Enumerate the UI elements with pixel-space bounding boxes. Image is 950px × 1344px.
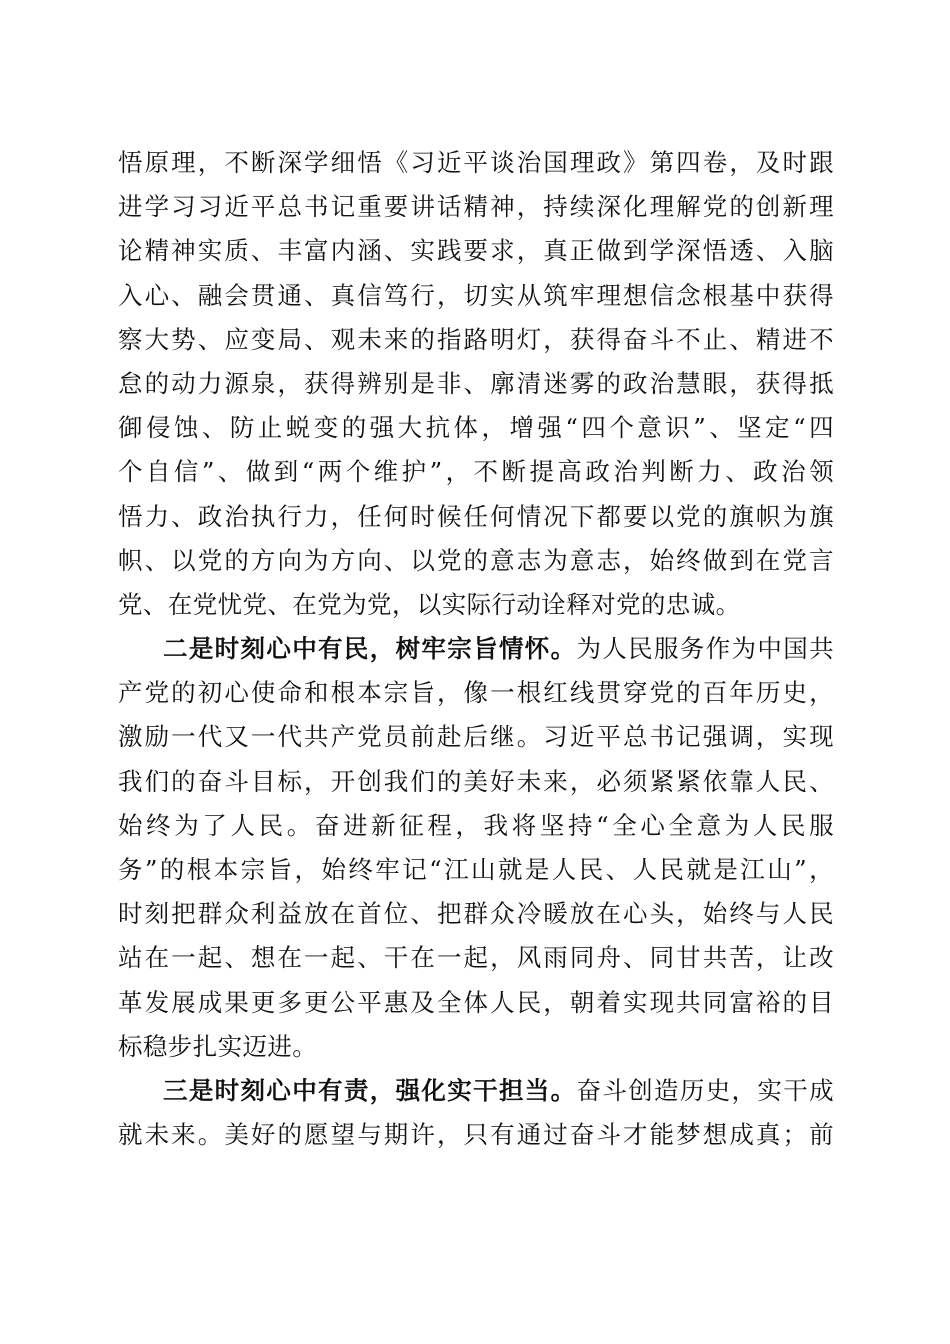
paragraph-first-line	[118, 1069, 834, 1113]
text-line: 怠的动力源泉，获得辨别是非、廓清迷雾的政治慧眼，获得抵	[118, 368, 834, 398]
text-line: 激励一代又一代共产党员前赴后继。习近平总书记强调，实现	[118, 722, 834, 752]
paragraph-heading: 三是时刻心中有责，强化实干担当。	[163, 1075, 577, 1105]
text-line: 站在一起、想在一起、干在一起，风雨同舟、同甘共苦，让改	[118, 943, 834, 973]
text-line: 帜、以党的方向为方向、以党的意志为意志，始终做到在党言	[118, 545, 834, 575]
paragraph-3	[118, 1069, 834, 1157]
text-line: 悟力、政治执行力，任何时候任何情况下都要以党的旗帜为旗	[118, 501, 834, 531]
text-line: 入心、融会贯通、真信笃行，切实从筑牢理想信念根基中获得	[118, 280, 834, 310]
text-line: 悟原理，不断深学细悟《习近平谈治国理政》第四卷，及时跟	[118, 148, 834, 177]
text-line: 论精神实质、丰富内涵、实践要求，真正做到学深悟透、入脑	[118, 236, 834, 266]
text-line: 个自信”、做到“两个维护”，不断提高政治判断力、政治领	[118, 457, 834, 487]
text-line: 标稳步扎实迈进。	[118, 1031, 318, 1061]
paragraph-heading: 二是时刻心中有民，树牢宗旨情怀。	[163, 634, 577, 664]
text-line: 时刻把群众利益放在首位、把群众冷暖放在心头，始终与人民	[118, 899, 834, 929]
paragraph-first-line	[118, 627, 834, 671]
document-body	[118, 141, 834, 1157]
paragraph-2	[118, 627, 834, 1069]
text-line: 始终为了人民。奋进新征程，我将坚持“全心全意为人民服	[118, 810, 834, 840]
text-line: 就未来。美好的愿望与期许，只有通过奋斗才能梦想成真；前	[118, 1120, 834, 1150]
text-line: 我们的奋斗目标，开创我们的美好未来，必须紧紧依靠人民、	[118, 766, 834, 796]
text-line: 进学习习近平总书记重要讲话精神，持续深化理解党的创新理	[118, 192, 834, 222]
text-line: 革发展成果更多更公平惠及全体人民，朝着实现共同富裕的目	[118, 987, 834, 1017]
text-line: 御侵蚀、防止蜕变的强大抗体，增强“四个意识”、坚定“四	[118, 413, 834, 443]
text-line: 产党的初心使命和根本宗旨，像一根红线贯穿党的百年历史，	[118, 678, 834, 708]
text-line: 察大势、应变局、观未来的指路明灯，获得奋斗不止、精进不	[118, 324, 834, 354]
text-run: 为人民服务作为中国共	[576, 634, 834, 664]
paragraph-1	[118, 141, 834, 627]
text-run: 奋斗创造历史，实干成	[576, 1075, 834, 1105]
text-line: 党、在党忧党、在党为党，以实际行动诠释对党的忠诚。	[118, 589, 741, 619]
text-line: 务”的根本宗旨，始终牢记“江山就是人民、人民就是江山”，	[118, 855, 834, 884]
